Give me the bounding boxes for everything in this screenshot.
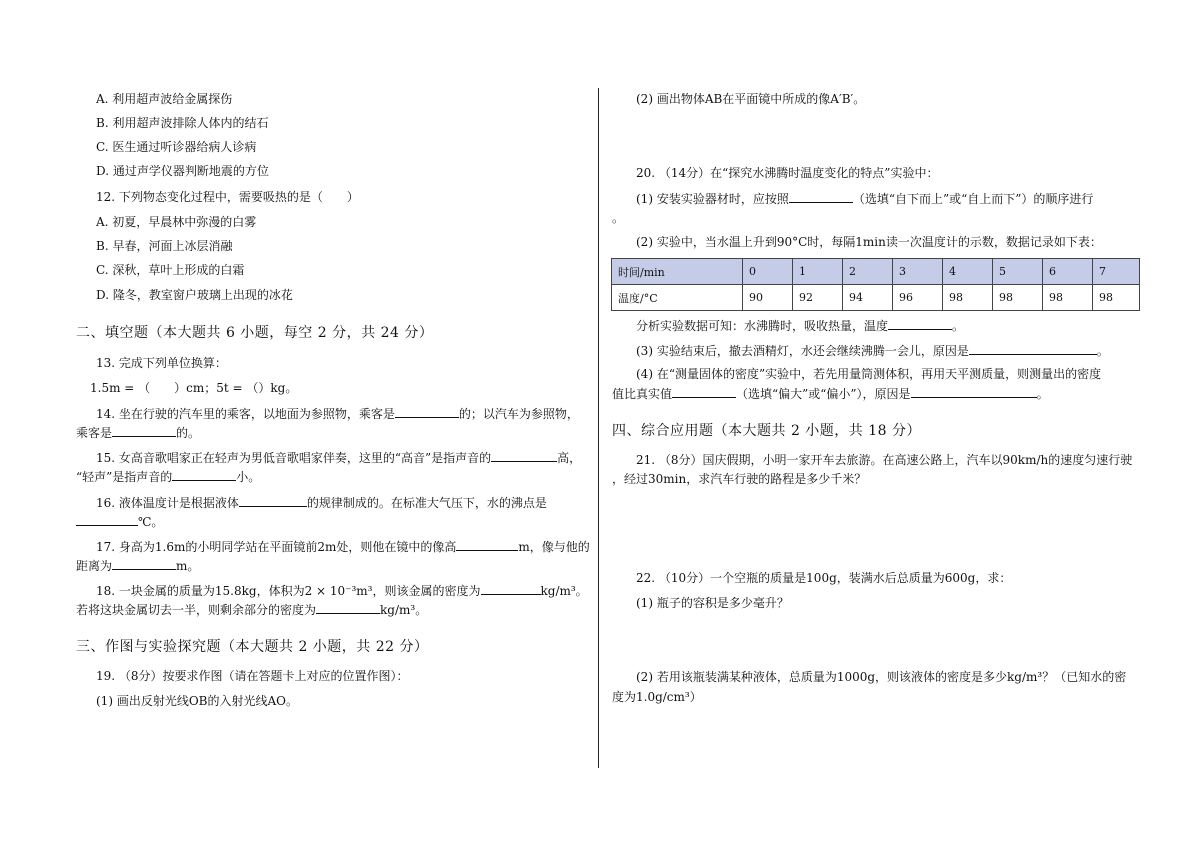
table-cell: 4 xyxy=(943,259,993,285)
q21-line-2: ，经过30min，求汽车行驶的路程是多少千米？ xyxy=(612,472,867,486)
q17-blank-1 xyxy=(456,538,518,551)
q14-text-d: 的。 xyxy=(176,426,201,440)
q17-text-c: 距离为 xyxy=(76,559,113,573)
section-4-title: 四、综合应用题（本大题共 2 小题，共 18 分） xyxy=(612,423,922,439)
q20-3-text-b: 。 xyxy=(1096,344,1109,358)
q20-part-1-line xyxy=(636,190,1093,207)
q22-part-2-line-2: 度为1.0g/cm³） xyxy=(612,690,702,704)
q20-analysis-text-b: 。 xyxy=(952,319,965,333)
q18-line-1 xyxy=(96,582,588,599)
table-cell: 1 xyxy=(793,259,843,285)
table-row-time xyxy=(612,259,1140,285)
q16-line-2 xyxy=(76,513,163,530)
q18-text-d: kg/m³。 xyxy=(380,603,428,617)
q15-line-2 xyxy=(76,468,260,485)
q18-text-a: 18. 一块金属的质量为15.8kg，体积为2 × 10⁻³m³，则该金属的密度为 xyxy=(96,584,481,598)
q16-text-c: ℃。 xyxy=(138,515,164,529)
q20-3-blank xyxy=(969,342,1097,355)
q17-line-2 xyxy=(76,557,199,574)
q20-part-1-end: 。 xyxy=(612,211,625,225)
q14-text-a: 14. 坐在行驶的汽车里的乘客，以地面为参照物，乘客是 xyxy=(96,407,395,421)
q18-text-b: kg/m³。 xyxy=(540,584,588,598)
q12-option-a: A. 初夏，早晨林中弥漫的白雾 xyxy=(96,215,257,229)
table-cell: 92 xyxy=(793,285,843,311)
table-cell: 5 xyxy=(993,259,1043,285)
table-cell: 0 xyxy=(743,259,793,285)
q15-text-d: 小。 xyxy=(236,470,261,484)
q20-3-text-a: (3) 实验结束后，撤去酒精灯，水还会继续沸腾一会儿，原因是 xyxy=(636,344,969,358)
q17-text-b: m，像与他的 xyxy=(518,540,590,554)
table-cell: 98 xyxy=(993,285,1043,311)
q20-1-blank xyxy=(789,190,853,203)
q15-blank-1 xyxy=(491,449,557,462)
q14-text-b: 的；以汽车为参照物， xyxy=(458,407,579,421)
q12-stem: 12. 下列物态变化过程中，需要吸热的是（ ） xyxy=(96,190,359,204)
q20-4-blank-2 xyxy=(911,385,1037,398)
q21-line-1: 21. （8分）国庆假期，小明一家开车去旅游。在高速公路上，汽车以90km/h的速度匀速行驶 xyxy=(636,453,1133,467)
q20-part-3 xyxy=(636,342,1109,359)
q18-line-2 xyxy=(76,601,427,618)
section-3-title: 三、作图与实验探究题（本大题共 2 小题，共 22 分） xyxy=(76,639,429,655)
q11-option-d: D. 通过声学仪器判断地震的方位 xyxy=(96,164,269,178)
column-divider xyxy=(598,88,599,768)
q19-stem: 19. （8分）按要求作图（请在答题卡上对应的位置作图）： xyxy=(96,669,409,683)
table-cell-temp-label: 温度/°C xyxy=(612,285,743,311)
table-cell: 3 xyxy=(893,259,943,285)
q22-part-1: (1) 瓶子的容积是多少毫升？ xyxy=(636,596,789,610)
q16-blank-2 xyxy=(76,513,138,526)
q19-part-1: (1) 画出反射光线OB的入射光线AO。 xyxy=(96,694,298,708)
q18-blank-2 xyxy=(316,601,380,614)
q20-4-text-d: 。 xyxy=(1036,387,1049,401)
table-cell: 2 xyxy=(843,259,893,285)
q16-text-a: 16. 液体温度计是根据液体 xyxy=(96,496,239,510)
q16-line-1 xyxy=(96,494,547,511)
q11-option-b: B. 利用超声波排除人体内的结石 xyxy=(96,116,269,130)
table-row-temperature xyxy=(612,285,1140,311)
q16-text-b: 的规律制成的。在标准大气压下，水的沸点是 xyxy=(306,496,547,510)
table-cell: 98 xyxy=(1043,285,1093,311)
temperature-table xyxy=(611,258,1140,311)
q12-option-d: D. 隆冬，教室窗户玻璃上出现的冰花 xyxy=(96,288,293,302)
q20-4-blank-1 xyxy=(672,385,736,398)
q20-part-2: (2) 实验中，当水温上升到90°C时，每隔1min读一次温度计的示数，数据记录如下表： xyxy=(636,235,1102,249)
table-cell: 90 xyxy=(743,285,793,311)
q18-blank-1 xyxy=(481,582,541,595)
table-cell: 7 xyxy=(1093,259,1140,285)
q14-blank-2 xyxy=(112,424,176,437)
table-cell: 98 xyxy=(1093,285,1140,311)
q20-analysis xyxy=(636,317,964,334)
table-cell-time-label: 时间/min xyxy=(612,259,743,285)
q22-stem: 22. （10分）一个空瓶的质量是100g，装满水后总质量为600g，求： xyxy=(636,571,1012,585)
q20-analysis-blank xyxy=(888,317,952,330)
q14-line-2 xyxy=(76,424,200,441)
q15-text-b: 高， xyxy=(557,451,582,465)
q15-text-c: “轻声”是指声音的 xyxy=(76,470,173,484)
q13-stem: 13. 完成下列单位换算： xyxy=(96,356,227,370)
q20-1-text-a: (1) 安装实验器材时，应按照 xyxy=(636,192,789,206)
q14-text-c: 乘客是 xyxy=(76,426,113,440)
q20-part-4-line-1: (4) 在“测量固体的密度”实验中，若先用量筒测体积，再用天平测质量，则测量出的密度 xyxy=(636,367,1102,381)
q20-analysis-text-a: 分析实验数据可知：水沸腾时，吸收热量，温度 xyxy=(636,319,889,333)
q17-text-d: m。 xyxy=(176,559,200,573)
q20-stem: 20. （14分）在“探究水沸腾时温度变化的特点”实验中： xyxy=(636,166,939,180)
table-cell: 6 xyxy=(1043,259,1093,285)
table-cell: 96 xyxy=(893,285,943,311)
q16-blank-1 xyxy=(239,494,307,507)
q20-4-text-c: （选填“偏大”或“偏小”），原因是 xyxy=(736,387,911,401)
q11-option-c: C. 医生通过听诊器给病人诊病 xyxy=(96,140,257,154)
q15-line-1 xyxy=(96,449,581,466)
q19-part-2: (2) 画出物体AB在平面镜中所成的像A′B′。 xyxy=(636,92,866,106)
q13-line: 1.5m = （ ）cm；5t = （）kg。 xyxy=(90,381,298,395)
table-cell: 98 xyxy=(943,285,993,311)
q17-blank-2 xyxy=(112,557,176,570)
q17-text-a: 17. 身高为1.6m的小明同学站在平面镜前2m处，则他在镜中的像高 xyxy=(96,540,457,554)
section-2-title: 二、填空题（本大题共 6 小题，每空 2 分，共 24 分） xyxy=(76,325,434,341)
q22-part-2-line-1: (2) 若用该瓶装满某种液体，总质量为1000g，则该液体的密度是多少kg/m³？（已知水的密 xyxy=(636,670,1127,684)
q15-text-a: 15. 女高音歌唱家正在轻声为男低音歌唱家伴奏，这里的“高音”是指声音的 xyxy=(96,451,492,465)
q12-option-c: C. 深秋，草叶上形成的白霜 xyxy=(96,263,245,277)
q11-option-a: A. 利用超声波给金属探伤 xyxy=(96,92,233,106)
q14-blank-1 xyxy=(395,405,459,418)
q17-line-1 xyxy=(96,538,590,555)
table-cell: 94 xyxy=(843,285,893,311)
q20-4-text-b: 值比真实值 xyxy=(612,387,673,401)
q18-text-c: 若将这块金属切去一半，则剩余部分的密度为 xyxy=(76,603,317,617)
q20-1-text-b: （选填“自下而上”或“自上而下”）的顺序进行 xyxy=(852,192,1094,206)
q15-blank-2 xyxy=(172,468,236,481)
q12-option-b: B. 早春，河面上冰层消融 xyxy=(96,239,233,253)
q14-line-1 xyxy=(96,405,579,422)
q20-part-4-line-2 xyxy=(612,385,1049,402)
